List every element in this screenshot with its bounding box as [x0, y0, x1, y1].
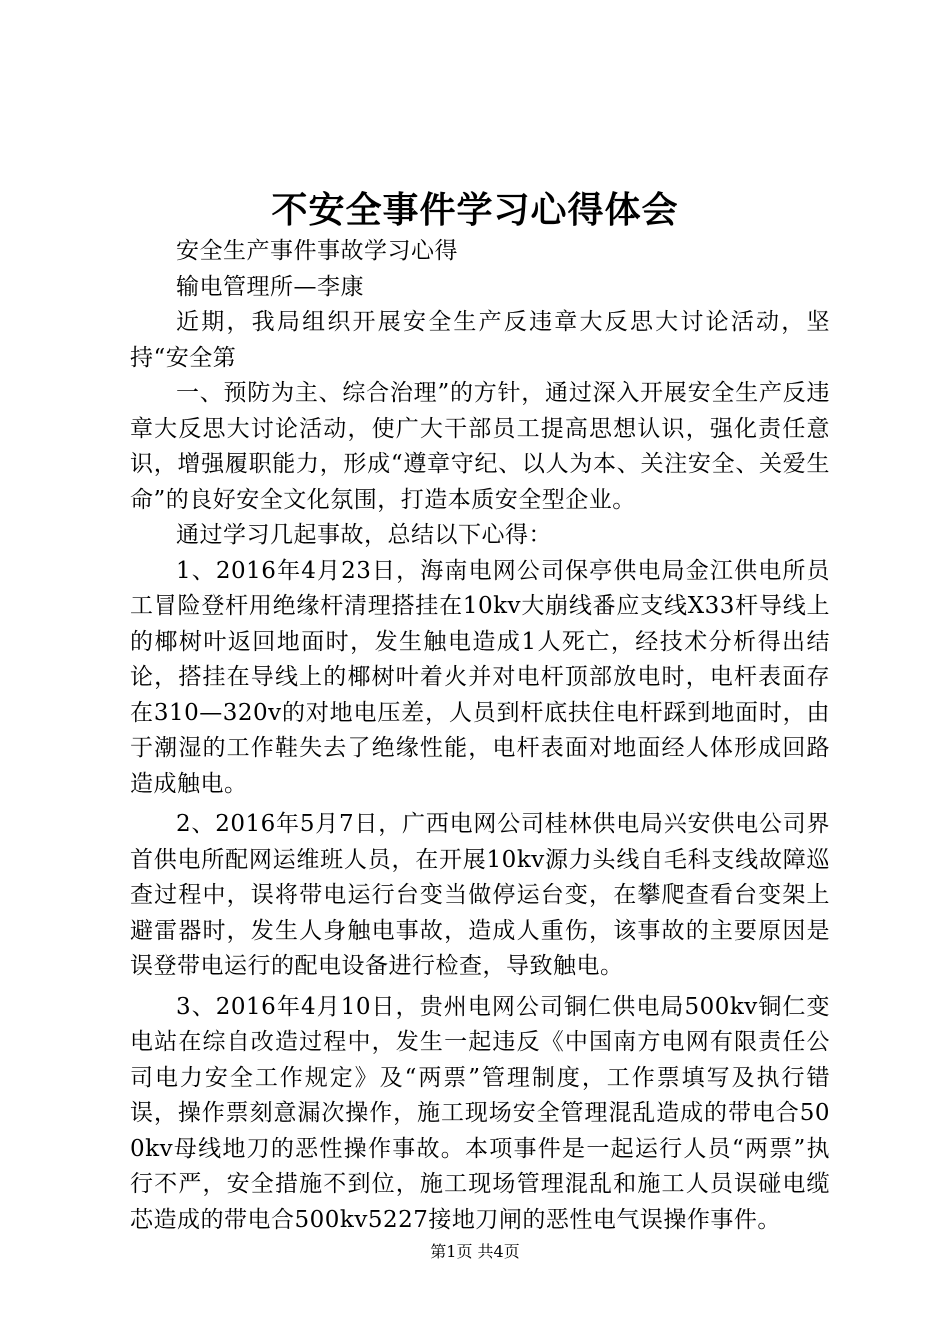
paragraph-case-1: 1、2016年4月23日，海南电网公司保亭供电局金江供电所员工冒险登杆用绝缘杆清理搭挂在10kv大崩线番应支线X33杆导线上的椰树叶返回地面时，发生触电造成1人死亡，经技术分析得出结论，搭挂在导线上的椰树叶着火并对电杆顶部放电时，电杆表面存在310—320v的对地电压差，人员到杆底扶住电杆踩到地面时，由于潮湿的工作鞋失去了绝缘性能，电杆表面对地面经人体形成回路造成触电。	[130, 557, 830, 797]
paragraph-intro: 近期，我局组织开展安全生产反违章大反思大讨论活动，坚持“安全第	[130, 309, 830, 371]
document-title: 不安全事件学习心得体会	[271, 189, 679, 231]
paragraph-policy: 一、预防为主、综合治理”的方针，通过深入开展安全生产反违章大反思大讨论活动，使广大干部员工提高思想认识，强化责任意识，增强履职能力，形成“遵章守纪、以人为本、关注安全、关爱生命”的良好安全文化氛围，打造本质安全型企业。	[130, 380, 830, 513]
paragraph-author: 输电管理所—李康	[176, 273, 364, 300]
paragraph-case-3: 3、2016年4月10日，贵州电网公司铜仁供电局500kv铜仁变电站在综自改造过程中，发生一起违反《中国南方电网有限责任公司电力安全工作规定》及“两票”管理制度，工作票填写及执行错误，操作票刻意漏次操作，施工现场安全管理混乱造成的带电合500kv母线地刀的恶性操作事故。本项事件是一起运行人员“两票”执行不严，安全措施不到位，施工现场管理混乱和施工人员误碰电缆芯造成的带电合500kv5227接地刀闸的恶性电气误操作事件。	[130, 993, 830, 1233]
document-body	[130, 234, 830, 1238]
paragraph-case-2: 2、2016年5月7日，广西电网公司桂林供电局兴安供电公司界首供电所配网运维班人员，在开展10kv源力头线自毛科支线故障巡查过程中，误将带电运行台变当做停运台变，在攀爬查看台变架上避雷器时，发生人身触电事故，造成人重伤，该事故的主要原因是误登带电运行的配电设备进行检查，导致触电。	[130, 811, 830, 979]
page-footer: 第1页 共4页	[430, 1242, 520, 1261]
paragraph-subtitle: 安全生产事件事故学习心得	[176, 238, 458, 264]
paragraph-summary-lead: 通过学习几起事故，总结以下心得：	[176, 522, 552, 548]
